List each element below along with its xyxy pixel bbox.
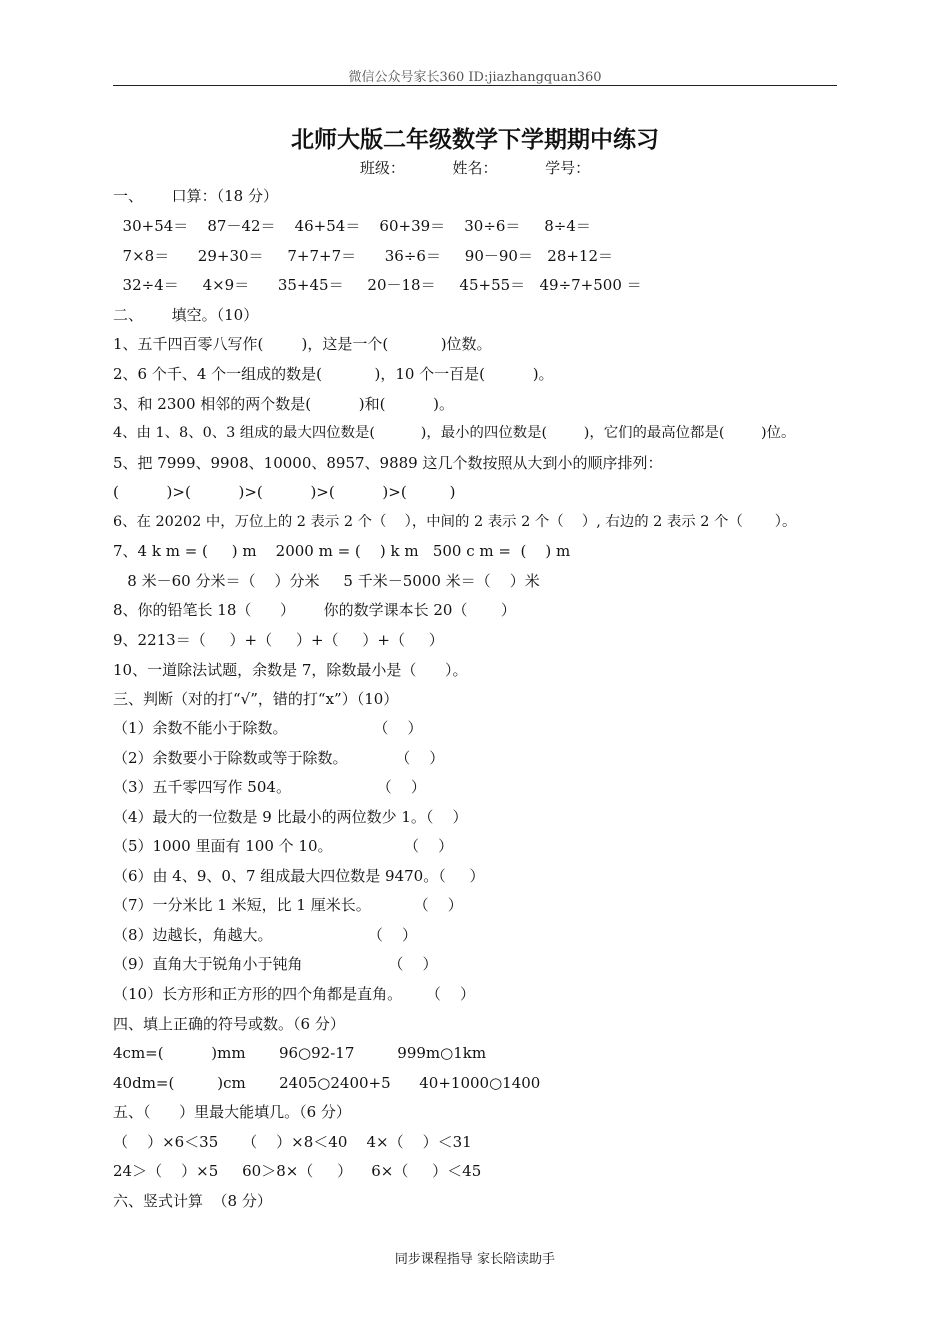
max-fill-row-2: 24＞（ ）×5 60＞8×（ ） 6×（ ）＜45	[113, 1162, 482, 1180]
judge-item-4: （4）最大的一位数是 9 比最小的两位数少 1。（ ）	[113, 808, 468, 826]
section-3-heading: 三、判断（对的打“√”，错的打“x”）（10）	[113, 690, 399, 708]
section-6-heading: 六、竖式计算 （8 分）	[113, 1192, 272, 1210]
symbol-row-2: 40dm=( )cm 2405○2400+5 40+1000○1400	[113, 1074, 541, 1092]
fill-question-7: 7、4 k m = ( ) m 2000 m = ( ) k m 500 c m = ( ) m	[113, 542, 571, 560]
fill-question-9: 9、2213＝（ ）+（ ）+（ ）+（ ）	[113, 631, 444, 649]
judge-item-1: （1）余数不能小于除数。 （ ）	[113, 719, 423, 737]
fill-question-6: 6、在 20202 中，万位上的 2 表示 2 个（ ），中间的 2 表示 2 个（ ）, 右边的 2 表示 2 个（ ）。	[113, 514, 797, 530]
page-footer-text: 同步课程指导 家长陪读助手	[394, 1252, 556, 1267]
fill-question-2: 2、6 个千、4 个一组成的数是( )，10 个一百是( )。	[113, 365, 554, 383]
fill-question-10: 10、一道除法试题，余数是 7，除数最小是（ ）。	[113, 661, 468, 679]
judge-item-6: （6）由 4、9、0、7 组成最大四位数是 9470。（ ）	[113, 867, 485, 885]
section-2-heading: 二、 填空。（10）	[113, 306, 259, 324]
judge-item-8: （8）边越长，角越大。 （ ）	[113, 926, 417, 944]
section-1-heading: 一、 口算：（18 分）	[113, 187, 278, 205]
judge-item-5: （5）1000 里面有 100 个 10。 （ ）	[113, 837, 454, 855]
judge-item-3: （3）五千零四写作 504。 （ ）	[113, 778, 426, 796]
fill-question-1: 1、五千四百零八写作( )，这是一个( )位数。	[113, 335, 492, 353]
header-rule	[113, 85, 837, 86]
fill-question-5-answer: ( )>( )>( )>( )>( )	[113, 483, 456, 501]
max-fill-row-1: （ ）×6＜35 （ ）×8＜40 4×（ ）＜31	[113, 1133, 472, 1151]
mental-math-row-2: 7×8＝ 29+30＝ 7+7+7＝ 36÷6＝ 90－90＝ 28+12＝	[113, 247, 614, 265]
section-5-heading: 五、（ ）里最大能填几。（6 分）	[113, 1103, 351, 1121]
mental-math-row-3: 32÷4＝ 4×9＝ 35+45＝ 20－18＝ 45+55＝ 49÷7+500 ＝	[113, 276, 642, 294]
symbol-row-1: 4cm=( )mm 96○92-17 999m○1km	[113, 1044, 487, 1062]
judge-item-2: （2）余数要小于除数或等于除数。 （ ）	[113, 749, 445, 767]
fill-question-4: 4、由 1、8、0、3 组成的最大四位数是( )，最小的四位数是( )，它们的最高位都是( )位。	[113, 425, 796, 441]
fill-question-7-part-2: 8 米－60 分米＝（ ）分米 5 千米－5000 米＝（ ）米	[113, 572, 540, 590]
judge-item-10: （10）长方形和正方形的四个角都是直角。 （ ）	[113, 985, 476, 1003]
judge-item-7: （7）一分米比 1 米短，比 1 厘米长。 （ ）	[113, 896, 463, 914]
student-info-line: 班级： 姓名： 学号：	[359, 159, 591, 177]
judge-item-9: （9）直角大于锐角小于钝角 （ ）	[113, 955, 438, 973]
page-title: 北师大版二年级数学下学期期中练习	[291, 127, 659, 153]
fill-question-8: 8、你的铅笔长 18（ ） 你的数学课本长 20（ ）	[113, 601, 516, 619]
mental-math-row-1: 30+54＝ 87－42＝ 46+54＝ 60+39＝ 30÷6＝ 8÷4＝	[113, 217, 591, 235]
page-header-text: 微信公众号家长360 ID:jiazhangquan360	[348, 70, 602, 85]
section-4-heading: 四、填上正确的符号或数。（6 分）	[113, 1015, 345, 1033]
fill-question-5: 5、把 7999、9908、10000、8957、9889 这几个数按照从大到小的顺序排列：	[113, 454, 663, 472]
fill-question-3: 3、和 2300 相邻的两个数是( )和( )。	[113, 395, 455, 413]
